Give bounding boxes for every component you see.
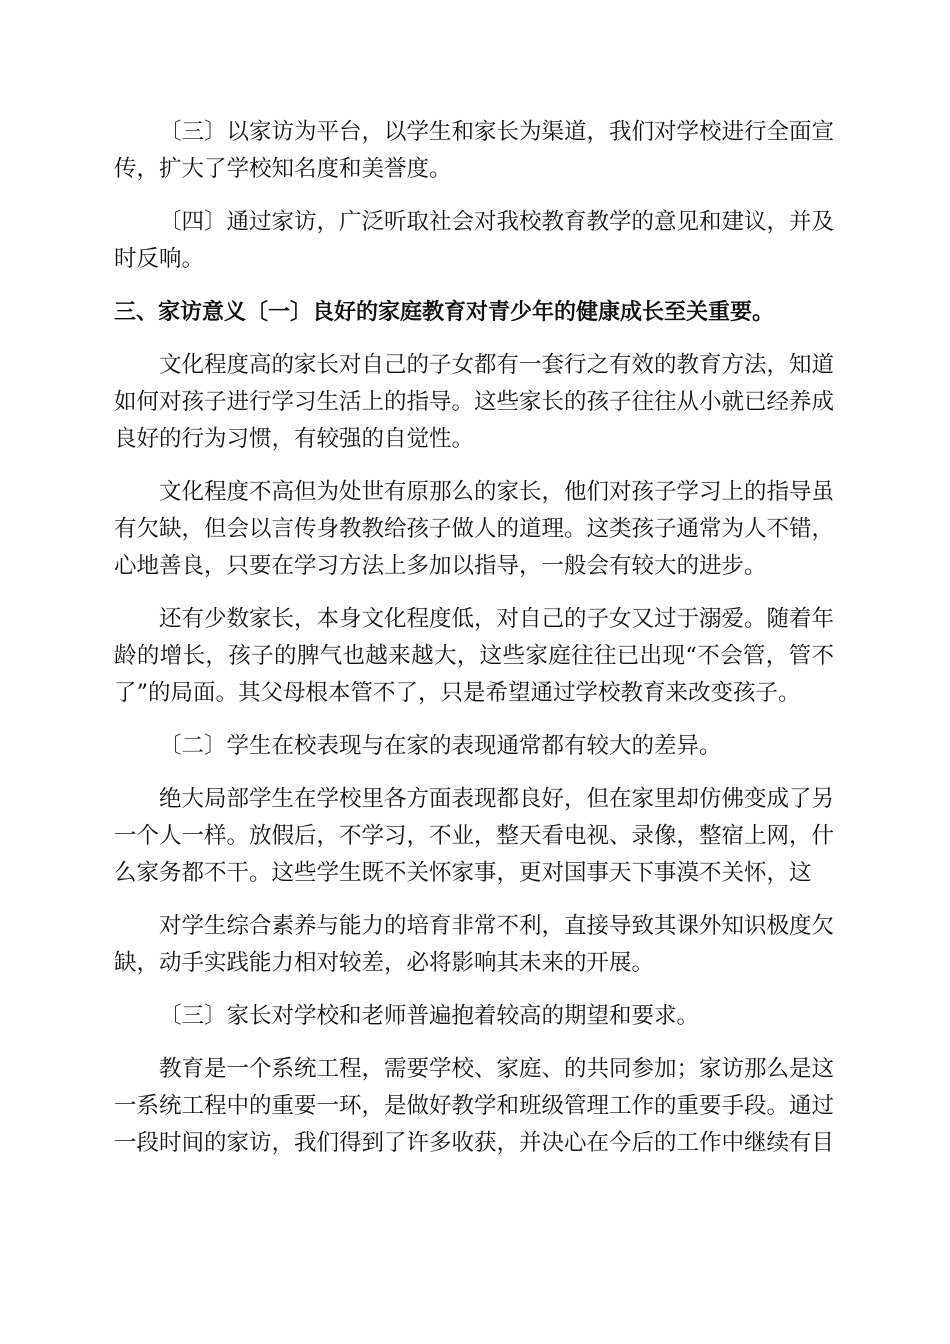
- paragraph-doting-parents: 还有少数家长，本身文化程度低，对自己的子女又过于溺爱。随着年龄的增长，孩子的脾气也越来越大，这些家庭往往已出现“不会管，管不了”的局面。其父母根本管不了，只是希望通过学校教育来改变孩子。: [114, 606, 835, 706]
- paragraph-student-behavior: 绝大局部学生在学校里各方面表现都良好，但在家里却仿佛变成了另一个人一样。放假后，不学习，不业，整天看电视、录像，整宿上网，什么家务都不干。这些学生既不关怀家事，更对国事天下事漠不关怀，这: [114, 786, 835, 886]
- paragraph-feedback: 〔四〕通过家访，广泛听取社会对我校教育教学的意见和建议，并及时反响。: [114, 209, 835, 272]
- paragraph-system-engineering: 教育是一个系统工程，需要学校、家庭、的共同参加；家访那么是这一系统工程中的重要一环，是做好教学和班级管理工作的重要手段。通过一段时间的家访，我们得到了许多收获，并决心在今后的工作中继续有目: [114, 1056, 835, 1156]
- paragraph-development-impact: 对学生综合素养与能力的培育非常不利，直接导致其课外知识极度欠缺，动手实践能力相对较差，必将影响其未来的开展。: [114, 913, 835, 976]
- section-heading-significance: 三、家访意义〔一〕良好的家庭教育对青少年的健康成长至关重要。: [114, 300, 775, 325]
- subheading-parent-expectations: 〔三〕家长对学校和老师普遍抱着较高的期望和要求。: [159, 1003, 700, 1029]
- paragraph-publicity: 〔三〕以家访为平台，以学生和家长为渠道，我们对学校进行全面宣传，扩大了学校知名度和美誉度。: [114, 119, 835, 182]
- document-body: [114, 114, 834, 1178]
- paragraph-principled-parents: 文化程度不高但为处世有原那么的家长，他们对孩子学习上的指导虽有欠缺，但会以言传身教教给孩子做人的道理。这类孩子通常为人不错，心地善良，只要在学习方法上多加以指导，一般会有较大的进步。: [114, 479, 835, 579]
- paragraph-educated-parents: 文化程度高的家长对自己的子女都有一套行之有效的教育方法，知道如何对孩子进行学习生活上的指导。这些家长的孩子往往从小就已经养成良好的行为习惯，有较强的自觉性。: [114, 352, 835, 452]
- subheading-behavior-difference: 〔二〕学生在校表现与在家的表现通常都有较大的差异。: [159, 733, 722, 759]
